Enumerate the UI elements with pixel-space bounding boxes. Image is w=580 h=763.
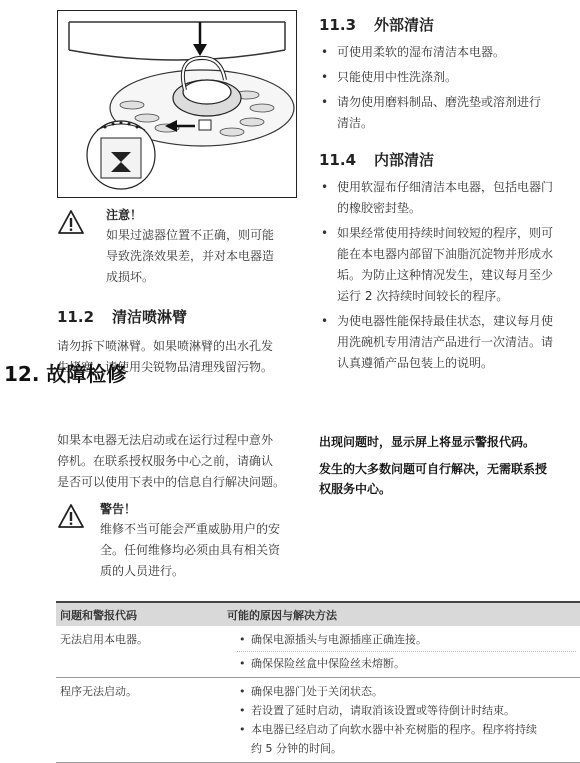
section-title: 外部清洁: [374, 16, 435, 34]
chapter-title: 12. 故障检修: [4, 362, 127, 386]
problem-cell: 程序无法启动。: [56, 678, 223, 763]
table-row: [56, 678, 580, 763]
problem-cell: 无法启用本电器。: [56, 626, 223, 678]
column-header: 可能的原因与解决方法: [223, 602, 580, 626]
section-11-4-heading: [319, 149, 434, 170]
filter-warning: [106, 206, 306, 288]
warning-triangle-icon: [58, 503, 84, 529]
list-item: • 使用软湿布仔细清洁本电器，包括电器门 的橡胶密封垫。: [319, 177, 579, 219]
table-row: [56, 626, 580, 678]
chapter-intro: [57, 430, 312, 493]
repair-warning-line: 质的人员进行。: [100, 564, 185, 578]
troubleshooting-table: [56, 601, 580, 763]
section-number: 11.4: [319, 151, 357, 169]
solution-item: • 本电器已经启动了向软水器中补充树脂的程序。程序将持续 约 5 分钟的时间。: [237, 720, 576, 758]
filter-illustration: [57, 10, 297, 198]
filter-warning-line: 导致洗涤效果差，并对本电器造: [106, 249, 275, 263]
solution-item: • 确保电器门处于关闭状态。: [237, 682, 576, 701]
section-11-2-heading: [57, 306, 187, 327]
solution-item: • 确保保险丝盒中保险丝未熔断。: [237, 654, 576, 673]
section-11-3-list: [319, 42, 579, 138]
repair-warning-title: 警告！: [100, 502, 137, 516]
column-header: 问题和警报代码: [56, 602, 223, 626]
list-item: • 请勿使用磨料制品、磨洗垫或溶剂进行 清洁。: [319, 92, 579, 134]
repair-warning: [100, 500, 310, 582]
section-11-4-list: [319, 177, 579, 378]
filter-warning-line: 如果过滤器位置不正确，则可能: [106, 228, 275, 242]
solution-item: • 确保电源插头与电源插座正确连接。: [237, 630, 576, 652]
section-title: 内部清洁: [374, 151, 435, 169]
list-item: • 如果经常使用持续时间较短的程序，则可 能在本电器内部留下油脂沉淀物并形成水 垢。为防止这种情况发生，建议每月至少 运行 2 次持续时间较长的程序。: [319, 223, 579, 307]
intro-line: 如果本电器无法启动或在运行过程中意外: [57, 433, 274, 447]
solution-cell: [223, 678, 580, 763]
solution-cell: [223, 626, 580, 678]
filter-warning-line: 成损坏。: [106, 270, 155, 284]
body-line: 生堵塞，请使用尖锐物品清理残留污物。: [57, 360, 274, 374]
list-item: • 为使电器性能保持最佳状态，建议每月使 用洗碗机专用清洁产品进行一次清洁。请 认真遵循产品包装上的说明。: [319, 311, 579, 374]
self-solve-note: 发生的大多数问题可自行解决，无需联系授 权服务中心。: [319, 462, 548, 496]
list-item: • 可使用柔软的湿布清洁本电器。: [319, 42, 579, 63]
filter-warning-title: 注意！: [106, 208, 143, 222]
body-line: 请勿拆下喷淋臂。如果喷淋臂的出水孔发: [57, 339, 274, 353]
alarm-code-note: 出现问题时，显示屏上将显示警报代码。: [319, 435, 536, 449]
section-number: 11.2: [57, 308, 95, 326]
warning-triangle-icon: [58, 209, 84, 235]
repair-warning-line: 维修不当可能会严重威胁用户的安: [100, 522, 281, 536]
intro-line: 是否可以使用下表中的信息自行解决问题。: [57, 475, 286, 489]
list-item: • 只能使用中性洗涤剂。: [319, 67, 579, 88]
intro-line: 停机。在联系授权服务中心之前，请确认: [57, 454, 274, 468]
table-header-row: [56, 602, 580, 626]
section-title: 清洁喷淋臂: [112, 308, 188, 326]
repair-warning-line: 全。任何维修均必须由具有相关资: [100, 543, 281, 557]
section-number: 11.3: [319, 16, 357, 34]
solution-item: • 若设置了延时启动，请取消该设置或等待倒计时结束。: [237, 701, 576, 720]
section-11-3-heading: [319, 14, 434, 35]
